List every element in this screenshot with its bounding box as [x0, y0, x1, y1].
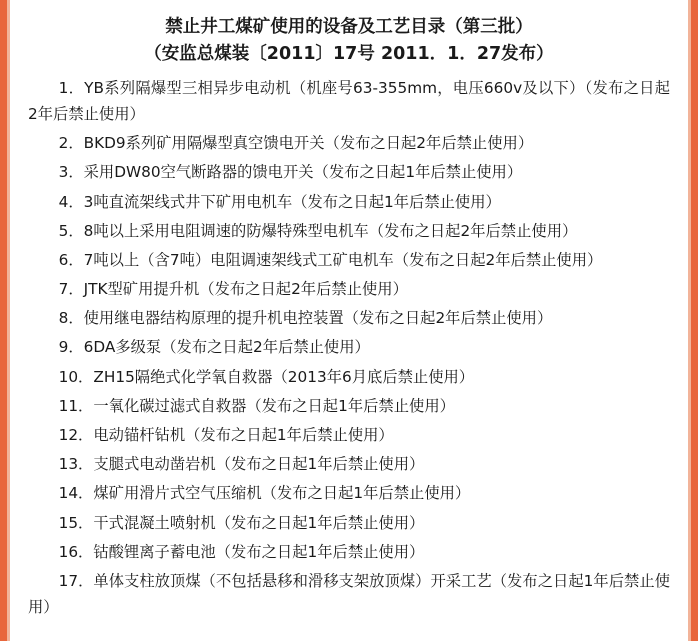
list-item: 2．BKD9系列矿用隔爆型真空馈电开关（发布之日起2年后禁止使用）: [58, 134, 534, 153]
title-block: [28, 14, 670, 68]
list-item: 11．一氧化碳过滤式自救器（发布之日起1年后禁止使用）: [58, 396, 455, 415]
list-item: 14．煤矿用滑片式空气压缩机（发布之日起1年后禁止使用）: [58, 484, 471, 503]
list-item: 7．JTK型矿用提升机（发布之日起2年后禁止使用）: [58, 280, 408, 299]
left-border-accent: [0, 0, 7, 641]
list-item: 16．钴酸锂离子蓄电池（发布之日起1年后禁止使用）: [58, 542, 425, 561]
list-item: 8．使用继电器结构原理的提升机电控装置（发布之日起2年后禁止使用）: [58, 309, 553, 328]
document-title: 禁止井工煤矿使用的设备及工艺目录（第三批）: [165, 17, 533, 37]
list-item: 3．采用DW80空气断路器的馈电开关（发布之日起1年后禁止使用）: [58, 163, 523, 182]
document-content: [10, 0, 688, 641]
list-item: 17．单体支柱放顶煤（不包括悬移和滑移支架放顶煤）开采工艺（发布之日起1年后禁止使用）: [28, 571, 670, 616]
document-subtitle: （安监总煤装〔2011〕17号 2011．1．27发布）: [144, 44, 554, 65]
list-item: 12．电动锚杆钻机（发布之日起1年后禁止使用）: [58, 426, 394, 444]
right-border-accent: [691, 0, 698, 641]
catalog-item-list: [28, 76, 670, 620]
list-item: 13．支腿式电动凿岩机（发布之日起1年后禁止使用）: [58, 455, 425, 474]
list-item: 15．干式混凝土喷射机（发布之日起1年后禁止使用）: [58, 513, 425, 532]
list-item: 6．7吨以上（含7吨）电阻调速架线式工矿电机车（发布之日起2年后禁止使用）: [58, 250, 603, 269]
list-item: 5．8吨以上采用电阻调速的防爆特殊型电机车（发布之日起2年后禁止使用）: [58, 221, 578, 240]
list-item: 4．3吨直流架线式井下矿用电机车（发布之日起1年后禁止使用）: [58, 192, 501, 211]
list-item: 1．YB系列隔爆型三相异步电动机（机座号63-355mm，电压660v及以下）（发布之日起2年后禁止使用）: [28, 79, 670, 123]
list-item: 9．6DA多级泵（发布之日起2年后禁止使用）: [58, 338, 370, 357]
list-item: 10．ZH15隔绝式化学氧自救器（2013年6月底后禁止使用）: [58, 367, 475, 386]
